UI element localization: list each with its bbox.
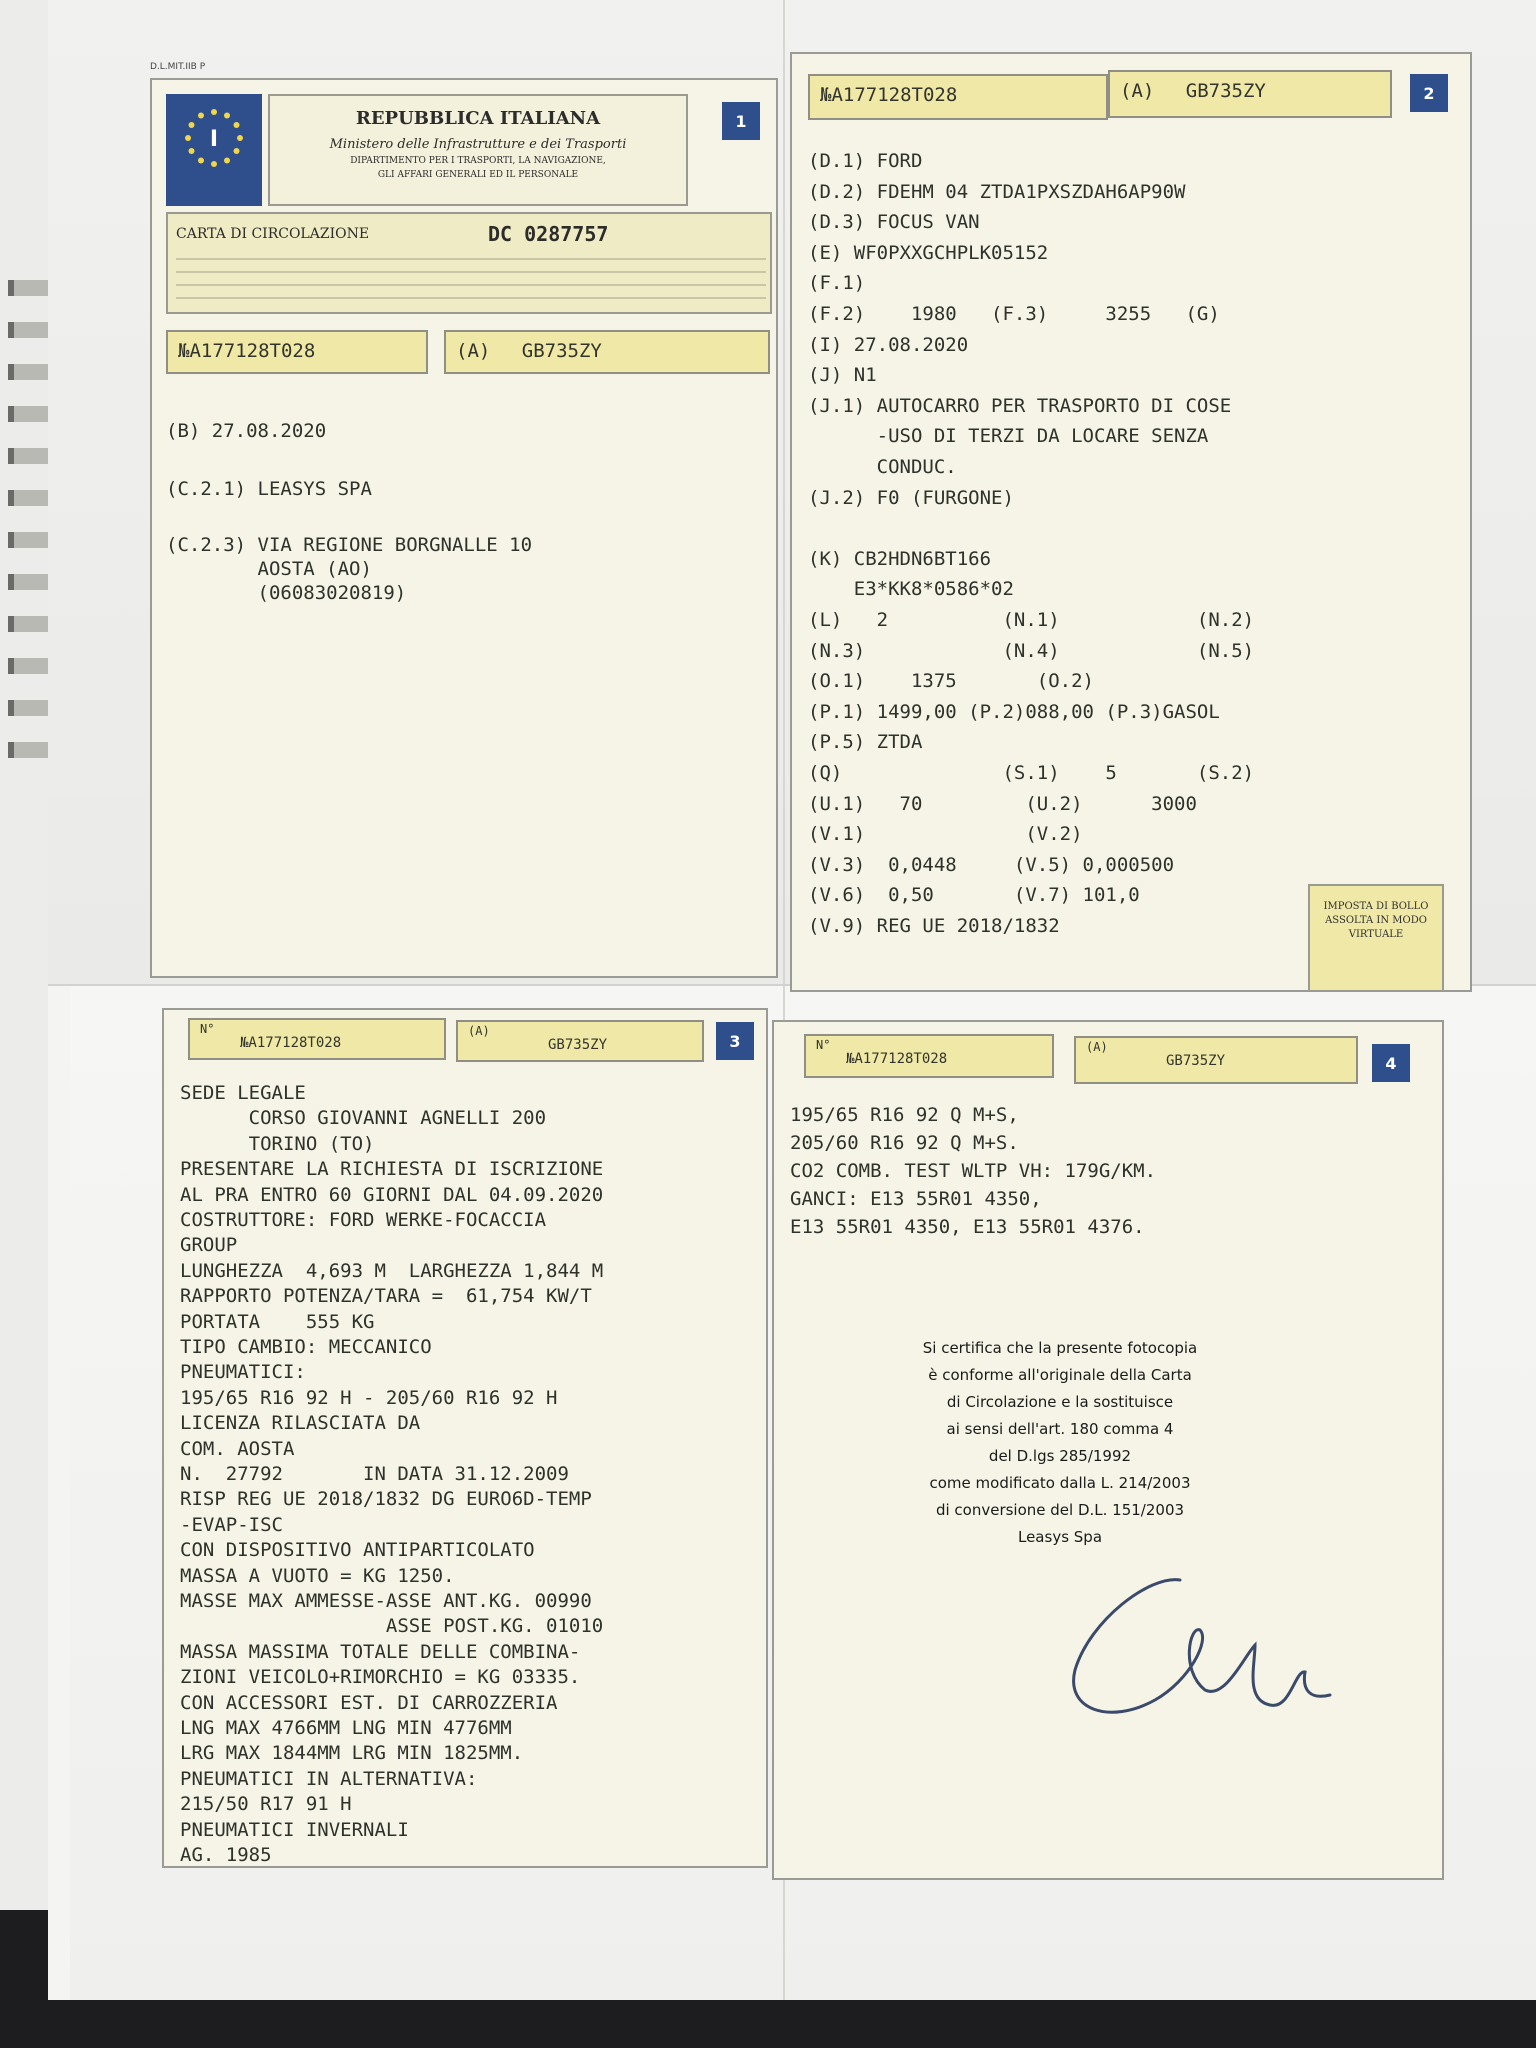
field-line: RISP REG UE 2018/1832 DG EURO6D-TEMP: [180, 1488, 592, 1511]
field-line: -EVAP-ISC: [180, 1513, 283, 1536]
field-line: CONDUC.: [808, 456, 957, 478]
eu-star-icon: [224, 158, 230, 164]
document-code: D.L.MIT.IIB P: [150, 62, 206, 72]
carta-label: CARTA DI CIRCOLAZIONE: [176, 226, 370, 242]
field-line: (U.1) 70 (U.2) 3000: [808, 792, 1197, 815]
registration-id: №A177128T028: [240, 1035, 342, 1051]
field-line: TORINO (TO): [180, 1132, 375, 1155]
field-line: AG. 1985: [180, 1844, 272, 1866]
field-line: ZIONI VEICOLO+RIMORCHIO = KG 03335.: [180, 1666, 581, 1689]
plate-field-label: (A): [456, 340, 491, 362]
ministry-title: Ministero delle Infrastrutture e dei Trasporti: [329, 137, 627, 152]
field-line: (P.1) 1499,00 (P.2)088,00 (P.3)GASOL: [808, 700, 1220, 723]
field-line: AOSTA (AO): [166, 558, 372, 580]
plate-number: GB735ZY: [1185, 80, 1266, 102]
field-line: (O.1) 1375 (O.2): [808, 670, 1094, 693]
field-line: PRESENTARE LA RICHIESTA DI ISCRIZIONE: [180, 1158, 604, 1181]
eu-star-icon: [198, 113, 204, 119]
eu-star-icon: [211, 161, 217, 167]
field-line: CON ACCESSORI EST. DI CARROZZERIA: [180, 1691, 558, 1714]
registration-id-box: N° №A177128T028: [188, 1018, 446, 1060]
eu-star-icon: [234, 122, 240, 128]
field-line: (C.2.3) VIA REGIONE BORGNALLE 10: [166, 534, 533, 556]
certification-statement: [780, 1335, 1340, 1551]
field-line: (F.2) 1980 (F.3) 3255 (G): [808, 303, 1220, 325]
field-line: LUNGHEZZA 4,693 M LARGHEZZA 1,844 M: [180, 1259, 604, 1282]
certification-line: di Circolazione e la sostituisce: [946, 1393, 1174, 1411]
eu-star-icon: [189, 122, 195, 128]
panel-2: [790, 52, 1472, 992]
field-line: ASSE POST.KG. 01010: [180, 1615, 604, 1638]
field-line: 205/60 R16 92 Q M+S.: [790, 1132, 1019, 1154]
field-line: GANCI: E13 55R01 4350,: [790, 1188, 1042, 1210]
field-line: (J.1) AUTOCARRO PER TRASPORTO DI COSE: [808, 394, 1232, 417]
carta-circolazione-box: [166, 212, 772, 314]
eu-flag-emblem: [166, 94, 262, 206]
field-line: 195/65 R16 92 Q M+S,: [790, 1104, 1019, 1126]
field-line: (E) WF0PXXGCHPLK05152: [808, 241, 1049, 264]
field-line: (D.2) FDEHM 04 ZTDA1PXSZDAH6AP90W: [808, 180, 1186, 203]
panel-3: [162, 1008, 768, 1868]
eu-star-icon: [185, 135, 191, 141]
panel-number-badge: 1: [722, 102, 760, 140]
field-line: E3*KK8*0586*02: [808, 578, 1014, 601]
certification-line: è conforme all'originale della Carta: [928, 1366, 1192, 1384]
field-line: (C.2.1) LEASYS SPA: [166, 478, 372, 500]
field-line: (V.6) 0,50 (V.7) 101,0: [808, 884, 1140, 907]
registration-id-box: №A177128T028: [166, 330, 428, 374]
field-line: (V.9) REG UE 2018/1832: [808, 915, 1060, 937]
header-box: [268, 94, 688, 206]
field-line: PNEUMATICI IN ALTERNATIVA:: [180, 1767, 478, 1790]
field-line: PNEUMATICI INVERNALI: [180, 1818, 409, 1841]
registration-id-box: N° №A177128T028: [804, 1034, 1054, 1078]
department-line: DIPARTIMENTO PER I TRASPORTI, LA NAVIGAZIONE,: [350, 156, 606, 166]
plate-box: [444, 330, 770, 374]
field-line: PORTATA 555 KG: [180, 1310, 375, 1333]
panel-number-badge: 3: [716, 1022, 754, 1060]
field-line: (06083020819): [166, 582, 407, 604]
panel-1: [150, 78, 778, 978]
field-line: LNG MAX 4766MM LNG MIN 4776MM: [180, 1717, 512, 1739]
eu-star-icon: [211, 109, 217, 115]
eu-star-icon: [237, 135, 243, 141]
field-line: (P.5) ZTDA: [808, 731, 923, 754]
eu-star-icon: [234, 148, 240, 154]
eu-star-icon: [189, 148, 195, 154]
signature-icon: [1040, 1560, 1340, 1740]
field-line: (N.3) (N.4) (N.5): [808, 639, 1255, 662]
field-line: 215/50 R17 91 H: [180, 1793, 352, 1816]
certification-line: del D.lgs 285/1992: [988, 1447, 1132, 1465]
certification-line: come modificato dalla L. 214/2003: [929, 1474, 1191, 1492]
field-line: (J.2) F0 (FURGONE): [808, 486, 1014, 509]
republic-title: REPUBBLICA ITALIANA: [355, 108, 601, 129]
field-line: E13 55R01 4350, E13 55R01 4376.: [790, 1216, 1145, 1238]
eu-star-icon: [198, 158, 204, 164]
field-line: (L) 2 (N.1) (N.2): [808, 609, 1255, 631]
field-line: LRG MAX 1844MM LRG MIN 1825MM.: [180, 1742, 524, 1765]
plate-box: [456, 1020, 704, 1062]
field-line: LICENZA RILASCIATA DA: [180, 1412, 421, 1435]
field-line: SEDE LEGALE: [180, 1082, 306, 1104]
field-line: (D.3) FOCUS VAN: [808, 211, 980, 234]
field-line: CORSO GIOVANNI AGNELLI 200: [180, 1107, 547, 1130]
field-line: MASSE MAX AMMESSE-ASSE ANT.KG. 00990: [180, 1590, 592, 1612]
plate-number: GB735ZY: [1166, 1053, 1226, 1069]
plate-number: GB735ZY: [521, 340, 602, 362]
plate-field-label: (A): [1120, 80, 1155, 102]
panel-number-badge: 4: [1372, 1044, 1410, 1082]
department-line-2: GLI AFFARI GENERALI ED IL PERSONALE: [377, 170, 579, 180]
field-line: (V.3) 0,0448 (V.5) 0,000500: [808, 853, 1175, 876]
field-line: MASSA MASSIMA TOTALE DELLE COMBINA-: [180, 1640, 581, 1663]
field-line: (Q) (S.1) 5 (S.2): [808, 762, 1255, 784]
field-line: CON DISPOSITIVO ANTIPARTICOLATO: [180, 1539, 535, 1562]
field-line: N. 27792 IN DATA 31.12.2009: [180, 1463, 569, 1485]
registration-id-box: №A177128T028: [808, 74, 1108, 120]
field-line: (D.1) FORD: [808, 150, 923, 172]
plate-field-label: (A): [1086, 1040, 1108, 1054]
registration-id: №A177128T028: [846, 1051, 948, 1067]
certification-line: ai sensi dell'art. 180 comma 4: [946, 1420, 1174, 1438]
field-line: (K) CB2HDN6BT166: [808, 547, 992, 570]
tax-stamp: IMPOSTA DI BOLLO ASSOLTA IN MODO VIRTUALE: [1308, 884, 1444, 992]
field-line: (B) 27.08.2020: [166, 420, 327, 442]
field-line: TIPO CAMBIO: MECCANICO: [180, 1336, 432, 1358]
field-line: -USO DI TERZI DA LOCARE SENZA: [808, 425, 1209, 448]
field-line: (J) N1: [808, 364, 877, 387]
field-line: COSTRUTTORE: FORD WERKE-FOCACCIA: [180, 1209, 547, 1231]
fine-print: [176, 252, 766, 310]
field-line: (F.1): [808, 272, 866, 295]
certification-line: di conversione del D.L. 151/2003: [935, 1501, 1185, 1519]
field-line: AL PRA ENTRO 60 GIORNI DAL 04.09.2020: [180, 1183, 604, 1206]
field-line: PNEUMATICI:: [180, 1361, 306, 1384]
field-line: (I) 27.08.2020: [808, 333, 969, 356]
eu-star-icon: [224, 113, 230, 119]
plate-box: [1074, 1036, 1358, 1084]
eu-stars-icon: [180, 104, 248, 172]
field-line: GROUP: [180, 1234, 238, 1257]
field-line: COM. AOSTA: [180, 1437, 295, 1460]
certification-line: Si certifica che la presente fotocopia: [922, 1339, 1198, 1357]
field-line: RAPPORTO POTENZA/TARA = 61,754 KW/T: [180, 1285, 592, 1308]
plate-box: [1108, 70, 1392, 118]
field-line: 195/65 R16 92 H - 205/60 R16 92 H: [180, 1386, 558, 1409]
field-line: MASSA A VUOTO = KG 1250.: [180, 1564, 455, 1587]
plate-number: GB735ZY: [548, 1037, 608, 1053]
field-line: CO2 COMB. TEST WLTP VH: 179G/KM.: [790, 1160, 1157, 1182]
carta-number: DC 0287757: [488, 222, 609, 246]
panel-number-badge: 2: [1410, 74, 1448, 112]
svg-text:I: I: [209, 127, 219, 152]
plate-field-label: (A): [468, 1024, 490, 1038]
field-line: (V.1) (V.2): [808, 823, 1083, 846]
certification-line: Leasys Spa: [1017, 1528, 1103, 1546]
